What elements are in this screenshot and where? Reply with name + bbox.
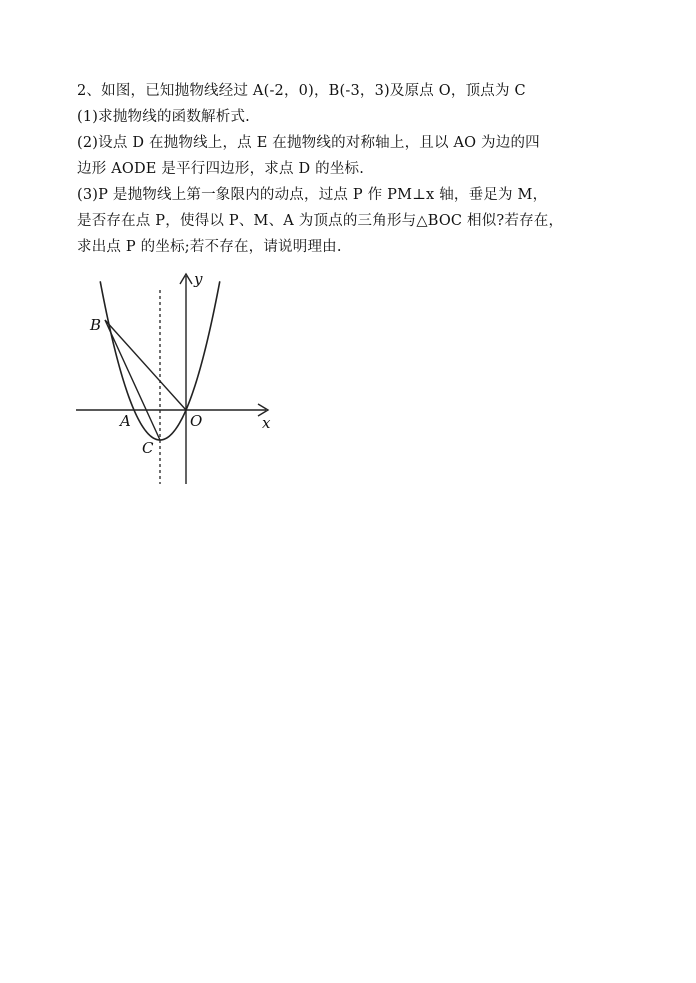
segment-bc xyxy=(105,320,160,440)
label-o: O xyxy=(190,412,203,430)
label-x: x xyxy=(262,414,271,432)
problem-line-5: (3)P 是抛物线上第一象限内的动点，过点 P 作 PM⊥x 轴，垂足为 M， xyxy=(77,187,548,203)
problem-line-3: (2)设点 D 在抛物线上，点 E 在抛物线的对称轴上，且以 AO 为边的四 xyxy=(77,135,540,151)
segment-bo xyxy=(105,320,186,410)
label-y: y xyxy=(194,270,203,288)
label-b: B xyxy=(90,316,102,334)
problem-line-1: 2、如图，已知抛物线经过 A(-2，0)，B(-3，3)及原点 O，顶点为 C xyxy=(77,83,526,99)
problem-text xyxy=(77,78,637,260)
parabola-diagram xyxy=(70,268,285,490)
problem-line-6: 是否存在点 P，使得以 P、M、A 为顶点的三角形与△BOC 相似?若存在， xyxy=(77,213,564,229)
problem-line-7: 求出点 P 的坐标;若不存在，请说明理由. xyxy=(77,239,342,255)
problem-line-2: (1)求抛物线的函数解析式. xyxy=(77,109,250,125)
problem-line-4: 边形 AODE 是平行四边形，求点 D 的坐标. xyxy=(77,161,365,177)
label-a: A xyxy=(120,412,131,430)
label-c: C xyxy=(142,439,154,457)
parabola-figure xyxy=(70,268,285,490)
